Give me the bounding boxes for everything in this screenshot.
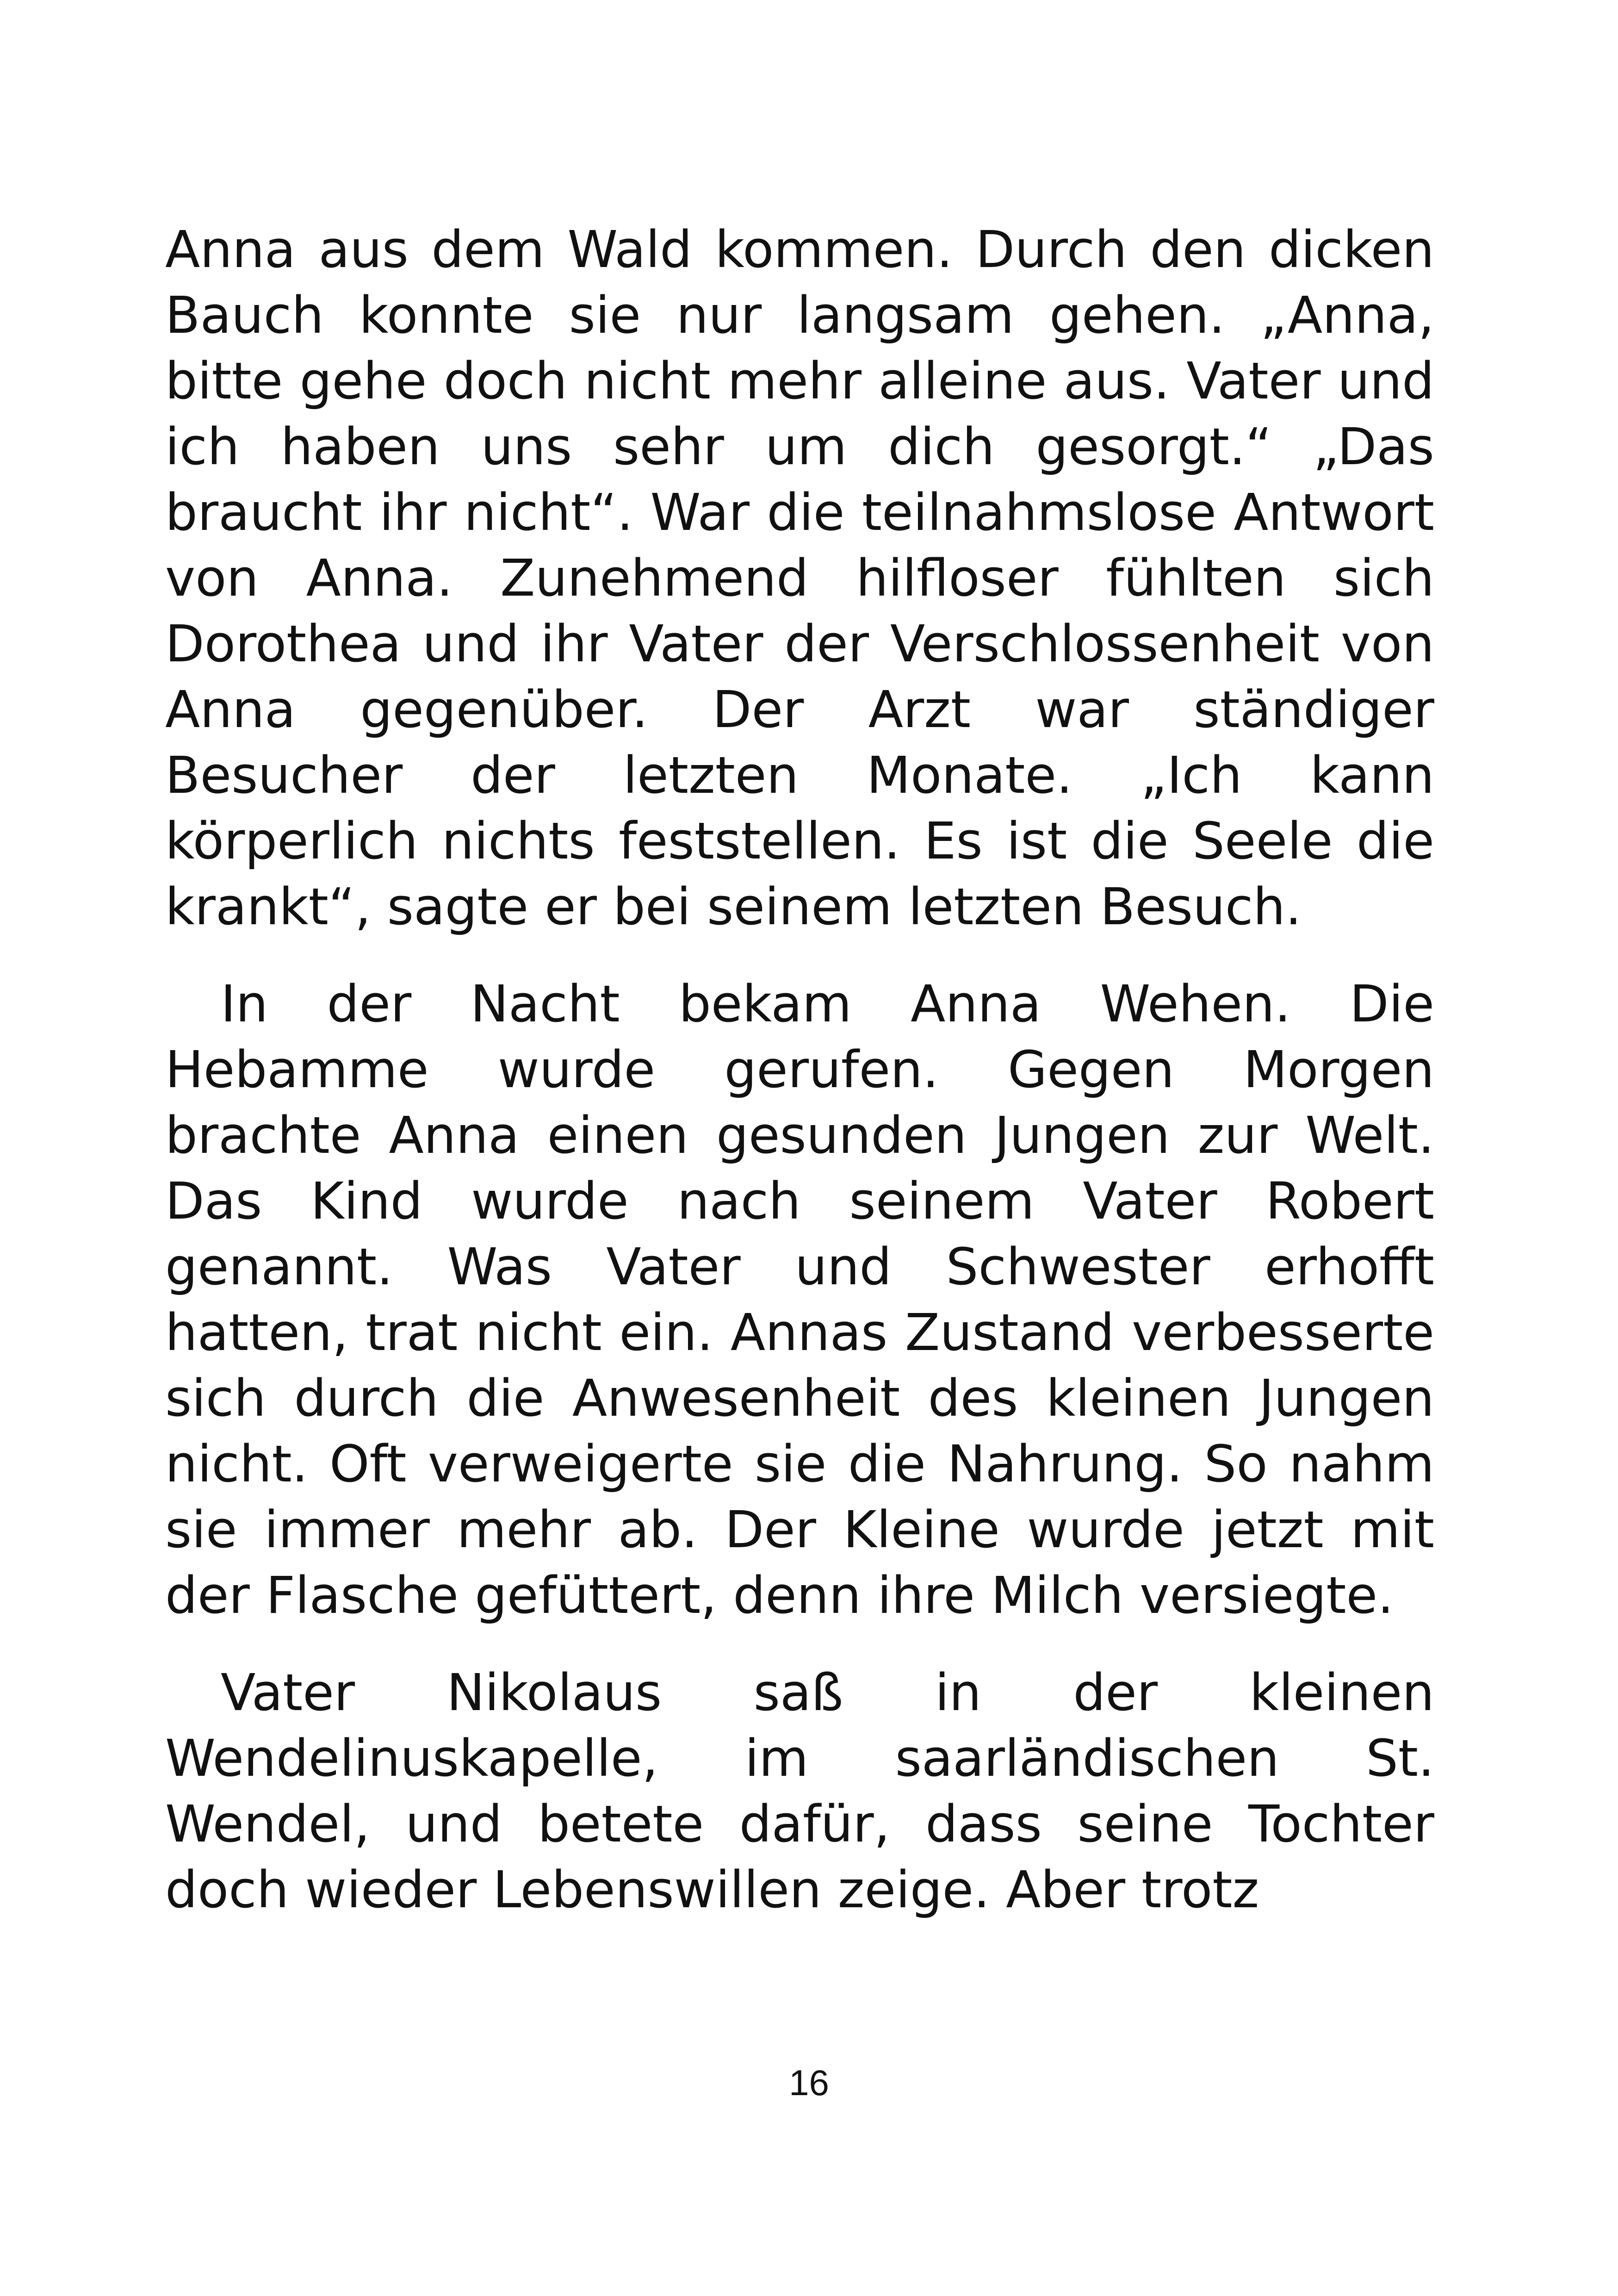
body-text — [165, 217, 1434, 1923]
page-number: 16 — [789, 2062, 829, 2103]
paragraph-3: Vater Nikolaus saß in der kleinen Wendelinuskapelle, im saarländischen St. Wendel, und betete dafür, dass seine Tochter doch wieder Lebenswillen zeige. Aber trotz — [165, 1663, 1434, 1919]
paragraph-1: Anna aus dem Wald kommen. Durch den dicken Bauch konnte sie nur langsam gehen. „Anna, bitte gehe doch nicht mehr alleine aus. Vater und ich haben uns sehr um dich gesorgt.“ „Das braucht ihr nicht“. War die teilnahmslose Antwort von Anna. Zunehmend hilfloser fühlten sich Dorothea und ihr Vater der Verschlossenheit von Anna gegenüber. Der Arzt war ständiger Besucher der letzten Monate. „Ich kann körperlich nichts feststellen. Es ist die Seele die krankt“, sagte er bei seinem letzten Besuch. — [165, 220, 1434, 936]
paragraph-2: In der Nacht bekam Anna Wehen. Die Hebamme wurde gerufen. Gegen Morgen brachte Anna einen gesunden Jungen zur Welt. Das Kind wurde nach seinem Vater Robert genannt. Was Vater und Schwester erhofft hatten, trat nicht ein. Annas Zustand verbesserte sich durch die Anwesenheit des kleinen Jungen nicht. Oft verweigerte sie die Nahrung. So nahm sie immer mehr ab. Der Kleine wurde jetzt mit der Flasche gefüttert, denn ihre Milch versiegte. — [165, 974, 1434, 1625]
